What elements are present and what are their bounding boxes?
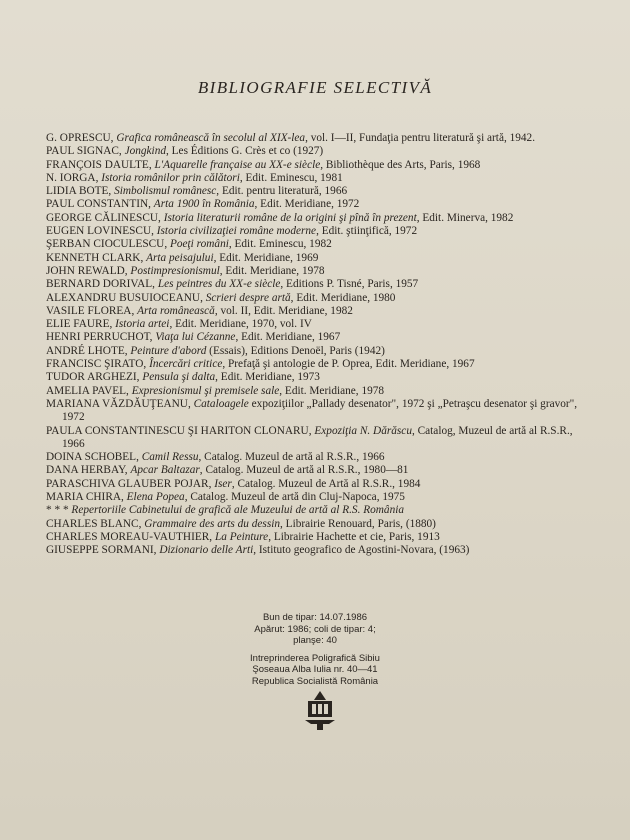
bibliography-entry	[46, 398, 591, 425]
entry-author: LIDIA BOTE,	[46, 185, 115, 198]
entry-details: , Edit. Meridiane, 1973	[215, 371, 320, 384]
entry-details: , Editions P. Tisné, Paris, 1957	[280, 278, 419, 291]
bibliography-entry	[46, 518, 591, 531]
entry-title: Elena Popea	[126, 491, 185, 504]
entry-author: EUGEN LOVINESCU,	[46, 225, 157, 238]
imprint-printer: Intreprinderea Poligrafică Sibiu	[250, 652, 380, 664]
imprint-block	[0, 612, 630, 687]
entry-title: La Peinture	[214, 530, 269, 543]
entry-author: MARIANA VĂZDĂUŢEANU,	[46, 397, 194, 410]
entry-title: Istoria civilizaţiei române moderne	[156, 225, 317, 238]
entry-details: , Edit. Meridiane, 1972	[254, 198, 360, 211]
entry-title: Iser	[214, 477, 232, 490]
bibliography-entry	[46, 172, 591, 185]
bibliography-entry	[46, 544, 591, 557]
entry-details: , Edit. pentru literatură, 1966	[216, 185, 348, 198]
entry-details: , Prefaţă şi antologie de P. Oprea, Edit. Meridiane, 1967	[222, 358, 475, 371]
bibliography-entry	[46, 252, 591, 265]
entry-title: Arta românească	[137, 304, 215, 317]
entry-details: , Catalog. Muzeul de artă din Cluj-Napoca, 1975	[184, 491, 405, 504]
entry-author: VASILE FLOREA,	[46, 304, 138, 317]
entry-details: , Edit. Meridiane, 1980	[290, 291, 396, 304]
imprint-print-date: Bun de tipar: 14.07.1986	[262, 612, 368, 623]
entry-details: , Librairie Hachette et cie, Paris, 1913	[268, 530, 440, 543]
entry-title: Jongkind	[124, 145, 166, 158]
entry-details: , Edit. Meridiane, 1970, vol. IV	[169, 318, 312, 331]
entry-details: , Les Éditions G. Crès et co (1927)	[166, 145, 324, 158]
entry-title: Istoria românilor prin călători	[101, 171, 240, 184]
bibliography-entry	[46, 198, 591, 211]
entry-title: Expoziţia N. Dărăscu	[314, 424, 412, 437]
entry-author: GIUSEPPE SORMANI,	[46, 544, 160, 557]
bibliography-entry	[46, 385, 591, 398]
entry-title: Peinture d'abord	[130, 344, 207, 357]
entry-title: Istoria artei	[115, 318, 170, 331]
entry-author: PAUL SIGNAC,	[46, 145, 125, 158]
entry-details: , Bibliothèque des Arts, Paris, 1968	[320, 158, 481, 171]
entry-title: Pensula şi dalta	[142, 371, 216, 384]
entry-details: , Catalog. Muzeul de artă al R.S.R., 1980—81	[199, 464, 409, 477]
entry-author: TUDOR ARGHEZI,	[46, 371, 143, 384]
page-title: BIBLIOGRAFIE SELECTIVĂ	[197, 78, 433, 97]
entry-details: , Edit. Eminescu, 1981	[239, 171, 343, 184]
entry-author: CHARLES MOREAU-VAUTHIER,	[46, 530, 215, 543]
bibliography-entry	[46, 238, 591, 251]
bibliography-entry	[46, 305, 591, 318]
entry-title: Încercări critice	[149, 358, 223, 371]
entry-title: Grammaire des arts du dessin	[144, 517, 281, 530]
entry-title: Les peintres du XX-e siècle	[157, 278, 281, 291]
entry-author: ALEXANDRU BUSUIOCEANU,	[46, 291, 206, 304]
bibliography-entry	[46, 292, 591, 305]
bibliography-entry	[46, 278, 591, 291]
bibliography-entry	[46, 318, 591, 331]
entry-details: , Istituto geografico de Agostini-Novara, (1963)	[253, 544, 470, 557]
bibliography-entry	[46, 265, 591, 278]
entry-title: Cataloagele	[193, 397, 249, 410]
bibliography-entry	[46, 225, 591, 238]
entry-author: ELIE FAURE,	[46, 318, 116, 331]
entry-title: Scrieri despre artă	[205, 291, 291, 304]
entry-details: , vol. II, Edit. Meridiane, 1982	[214, 304, 353, 317]
entry-author: BERNARD DORIVAL,	[46, 278, 158, 291]
entry-details: , Edit. Eminescu, 1982	[228, 238, 332, 251]
entry-author: MARIA CHIRA,	[46, 491, 127, 504]
entry-details: , Edit. Meridiane, 1978	[219, 264, 325, 277]
entry-details: (Essais), Editions Denoël, Paris (1942)	[206, 344, 385, 357]
entry-title: Apcar Baltazar	[130, 464, 200, 477]
entry-details: , Edit. Meridiane, 1978	[279, 384, 385, 397]
entry-title: Dizionario delle Arti	[159, 544, 254, 557]
entry-details: , vol. I—II, Fundaţia pentru literatură şi artă, 1942.	[305, 132, 536, 144]
entry-title: Poeţi români	[169, 238, 229, 251]
bibliography-entry	[46, 345, 591, 358]
bibliography-list	[46, 132, 591, 558]
printing-house-logo-icon	[303, 690, 337, 732]
entry-author: PAUL CONSTANTIN,	[46, 198, 154, 211]
entry-author: FRANÇOIS DAULTE,	[46, 158, 155, 171]
entry-author: FRANCISC ŞIRATO,	[46, 358, 150, 371]
bibliography-entry	[46, 145, 591, 158]
entry-details: , Librairie Renouard, Paris, (1880)	[280, 517, 436, 530]
entry-author: PAULA CONSTANTINESCU ŞI HARITON CLONARU,	[46, 424, 315, 437]
bibliography-entry	[46, 531, 591, 544]
entry-title: Simbolismul românesc	[114, 185, 217, 198]
imprint-plates: planşe: 40	[293, 635, 337, 646]
entry-author: CHARLES BLANC,	[46, 517, 145, 530]
entry-author: GEORGE CĂLINESCU,	[46, 211, 164, 224]
entry-author: KENNETH CLARK,	[46, 251, 147, 264]
bibliography-entry	[46, 159, 591, 172]
bibliography-entry	[46, 504, 591, 517]
entry-title: Grafica românească în secolul al XIX-lea	[116, 132, 306, 144]
entry-title: Expresionismul şi premisele sale	[131, 384, 280, 397]
bibliography-entry	[46, 464, 591, 477]
bibliography-entry	[46, 491, 591, 504]
entry-author: * * *	[46, 504, 72, 517]
entry-author: AMELIA PAVEL,	[46, 384, 132, 397]
entry-title: Viaţa lui Cézanne	[155, 331, 236, 344]
entry-author: JOHN REWALD,	[46, 264, 131, 277]
entry-details: , Edit. Minerva, 1982	[416, 211, 514, 224]
entry-author: DOINA SCHOBEL,	[46, 451, 142, 464]
bibliography-entry	[46, 212, 591, 225]
bibliography-entry	[46, 451, 591, 464]
entry-title: Camil Ressu	[141, 451, 199, 464]
entry-details: , Edit. Meridiane, 1967	[235, 331, 341, 344]
entry-author: PARASCHIVA GLAUBER POJAR,	[46, 477, 215, 490]
bibliography-entry	[46, 185, 591, 198]
entry-title: Istoria literaturii române de la origini şi pînă în prezent	[163, 211, 417, 224]
bibliography-entry	[46, 371, 591, 384]
entry-details: , Catalog. Muzeul de artă al R.S.R., 1966	[198, 451, 385, 464]
entry-title: Arta peisajului	[146, 251, 214, 264]
entry-title: Postimpresionismul	[130, 264, 220, 277]
entry-details: expoziţiilor „Pallady desenator", 1972 şi „Petraşcu desenator şi gravor", 1972	[62, 397, 578, 424]
entry-details: , Catalog, Muzeul de artă al R.S.R., 1966	[62, 424, 573, 450]
entry-author: HENRI PERRUCHOT,	[46, 331, 156, 344]
entry-author: DANA HERBAY,	[46, 464, 131, 477]
entry-author: ŞERBAN CIOCULESCU,	[46, 238, 170, 251]
entry-details: , Catalog. Muzeul de Artă al R.S.R., 1984	[231, 477, 421, 490]
entry-title: Arta 1900 în România	[153, 198, 255, 211]
bibliography-entry	[46, 425, 591, 452]
entry-author: ANDRÉ LHOTE,	[46, 344, 131, 357]
entry-details: , Edit. ştiinţifică, 1972	[316, 225, 418, 238]
bibliography-entry	[46, 331, 591, 344]
entry-author: G. OPRESCU,	[46, 132, 117, 144]
imprint-address: Şoseaua Alba Iulia nr. 40—41	[252, 664, 378, 675]
entry-author: N. IORGA,	[46, 171, 102, 184]
entry-title: L'Aquarelle française au XX-e siècle	[154, 158, 321, 171]
bibliography-entry	[46, 132, 591, 145]
bibliography-entry	[46, 358, 591, 371]
imprint-publication: Apărut: 1986; coli de tipar: 4;	[254, 623, 376, 635]
entry-title: Repertoriile Cabinetului de grafică ale Muzeului de artă al R.S. România	[71, 504, 405, 517]
bibliography-entry	[46, 478, 591, 491]
entry-details: , Edit. Meridiane, 1969	[213, 251, 319, 264]
imprint-country: Republica Socialistă România	[251, 675, 379, 687]
